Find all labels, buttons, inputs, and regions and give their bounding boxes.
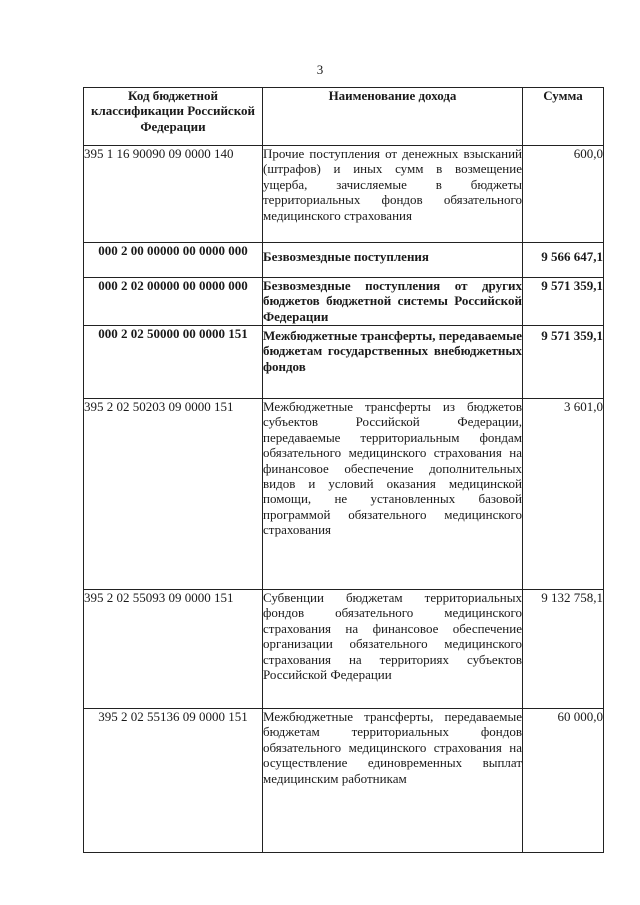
- row-name: Межбюджетные трансферты, передаваемые бюджетам государственных внебюджетных фондов: [263, 326, 523, 399]
- row-name: Субвенции бюджетам территориальных фондов обязательного медицинского страхования на финансовое обеспечение организации обязательного медицинского страхования на территориях субъектов Российской Федерации: [263, 590, 523, 709]
- row-code: 395 2 02 55136 09 0000 151: [84, 709, 263, 853]
- row-name: Безвозмездные поступления от других бюджетов бюджетной системы Российской Федерации: [263, 278, 522, 324]
- row-sum: 9 566 647,1: [523, 243, 604, 278]
- row-code: 000 2 02 00000 00 0000 000: [84, 278, 263, 326]
- row-name: Безвозмездные поступления: [263, 243, 523, 278]
- table-header-row: [84, 88, 604, 146]
- row-sum: 60 000,0: [523, 709, 604, 853]
- table-row: [84, 399, 604, 590]
- table-row: [84, 146, 604, 243]
- row-code: 000 2 00 00000 00 0000 000: [84, 243, 263, 278]
- row-sum: 600,0: [523, 146, 604, 243]
- revenue-table: [83, 87, 604, 853]
- table-row: [84, 278, 604, 326]
- row-code: 395 2 02 55093 09 0000 151: [84, 590, 263, 709]
- header-code: Код бюджетной классификации Российской Федерации: [84, 88, 263, 146]
- table-row: [84, 326, 604, 399]
- page-number: 3: [316, 62, 324, 77]
- table-row: [84, 709, 604, 853]
- row-name: Межбюджетные трансферты из бюджетов субъектов Российской Федерации, передаваемые территориальным фондам обязательного медицинского страхования на финансовое обеспечение дополнительных видов и условий оказания медицинской помощи, не установленных базовой программой обязательного медицинского страхования: [263, 399, 523, 590]
- row-sum: 9 571 359,1: [523, 326, 604, 399]
- row-name: Прочие поступления от денежных взысканий (штрафов) и иных сумм в возмещение ущерба, зачисляемые в бюджеты территориальных фондов обязательного медицинского страхования: [263, 146, 523, 243]
- row-sum: 9 132 758,1: [523, 590, 604, 709]
- row-sum: 3 601,0: [523, 399, 604, 590]
- row-sum: 9 571 359,1: [523, 278, 604, 326]
- row-name: Межбюджетные трансферты, передаваемые бюджетам территориальных фондов обязательного медицинского страхования на осуществление единовременных выплат медицинским работникам: [263, 709, 523, 853]
- header-sum: Сумма: [523, 88, 604, 146]
- row-code: 395 2 02 50203 09 0000 151: [84, 399, 263, 590]
- table-row: [84, 243, 604, 278]
- row-code: 000 2 02 50000 00 0000 151: [84, 326, 263, 399]
- header-name: Наименование дохода: [263, 88, 523, 146]
- row-code: 395 1 16 90090 09 0000 140: [84, 146, 263, 243]
- table-row: [84, 590, 604, 709]
